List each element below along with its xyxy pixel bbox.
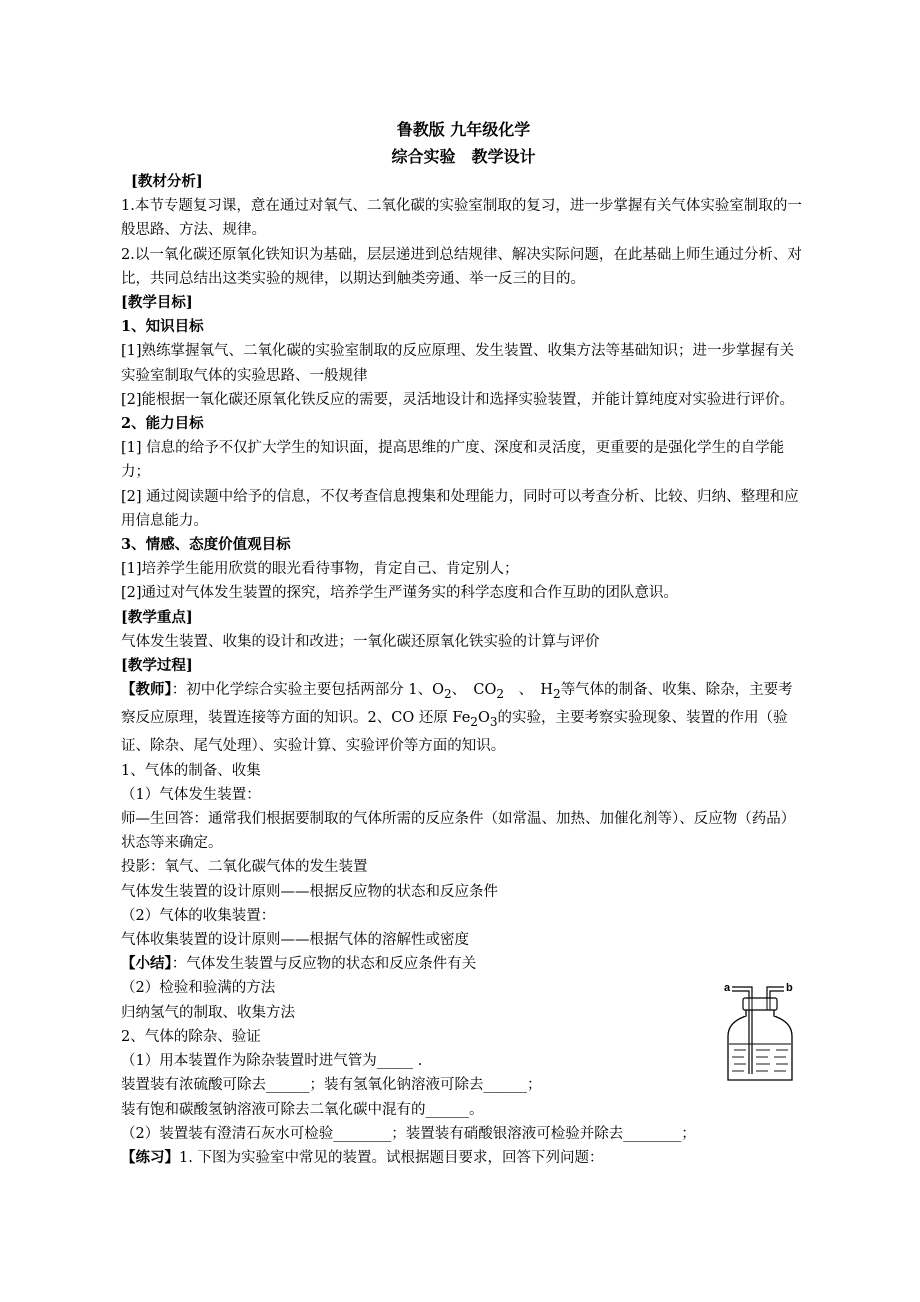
process-line-5: 气体发生装置的设计原则——根据反应物的状态和反应条件 (121, 883, 498, 900)
process-line-8: （2）检验和验满的方法 (121, 980, 276, 997)
summary-label: 【小结】 (121, 955, 172, 973)
goal-ability-1: [1] 信息的给予不仅扩大学生的知识面，提高思维的广度、深度和灵活度，更重要的是强化学生的自学能力； (121, 440, 785, 481)
goal-ability-2: [2] 通过阅读题中给予的信息，不仅考查信息搜集和处理能力，同时可以考查分析、比较、归纳、整理和应用信息能力。 (121, 488, 799, 529)
goal-heading-ability: 2、能力目标 (121, 415, 204, 433)
process-line-13: 装有饱和碳酸氢钠溶液可除去二氧化碳中混有的______。 (121, 1101, 484, 1118)
process-line-7: 气体收集装置的设计原则——根据气体的溶解性或密度 (121, 932, 469, 949)
section-heading-process: [教学过程] (121, 657, 193, 675)
teacher-label: 【教师】 (121, 681, 172, 699)
process-line-11: （1）用本装置作为除杂装置时进气管为_____ . (121, 1053, 423, 1070)
section-heading-goals: [教学目标] (121, 294, 193, 312)
goal-knowledge-2: [2]能根据一氧化碳还原氧化铁反应的需要，灵活地设计和选择实验装置，并能计算纯度对实验进行评价。 (121, 391, 795, 408)
page-subtitle: 综合实验 教学设计 (391, 147, 536, 166)
goal-attitude-1: [1]培养学生能用欣赏的眼光看待事物，肯定自己、肯定别人； (121, 561, 519, 578)
tube-label-a: a (724, 982, 731, 994)
summary-paragraph: 【小结】：气体发生装置与反应物的状态和反应条件有关 (121, 955, 477, 973)
material-paragraph-1: 1.本节专题复习课，意在通过对氧气、二氧化碳的实验室制取的复习，进一步掌握有关气体实验室制取的一般思路、方法、规律。 (121, 198, 802, 239)
material-paragraph-2: 2.以一氧化碳还原氧化铁知识为基础，层层递进到总结规律、解决实际问题，在此基础上师生通过分析、对比，共同总结出这类实验的规律，以期达到触类旁通、举一反三的目的。 (121, 246, 802, 287)
gas-washing-bottle-diagram (722, 978, 798, 1084)
process-line-9: 归纳氢气的制取、收集方法 (121, 1004, 295, 1021)
goal-heading-knowledge: 1、知识目标 (121, 318, 204, 336)
key-points-text: 气体发生装置、收集的设计和改进；一氧化碳还原氧化铁实验的计算与评价 (121, 633, 600, 650)
process-line-10: 2、气体的除杂、验证 (121, 1028, 261, 1045)
practice-paragraph: 【练习】1. 下图为实验室中常见的装置。试根据题目要求，回答下列问题： (121, 1148, 604, 1166)
process-line-3: 师—生回答：通常我们根据要制取的气体所需的反应条件（如常温、加热、加催化剂等）、反应物（药品）状态等来确定。 (121, 811, 796, 852)
tube-label-b: b (786, 982, 793, 994)
process-line-14: （2）装置装有澄清石灰水可检验________；装置装有硝酸银溶液可检验并除去________； (121, 1125, 696, 1142)
section-heading-key-points: [教学重点] (121, 608, 193, 626)
process-line-1: 1、气体的制备、收集 (121, 762, 261, 779)
process-line-6: （2）气体的收集装置： (121, 907, 276, 924)
page-title: 鲁教版 九年级化学 (396, 120, 531, 139)
goal-knowledge-1: [1]熟练掌握氧气、二氧化碳的实验室制取的反应原理、发生装置、收集方法等基础知识；进一步掌握有关实验室制取气体的实验思路、一般规律 (121, 343, 795, 384)
section-heading-material: [教材分析] (131, 173, 203, 190)
document-body (121, 116, 806, 1170)
practice-label: 【练习】 (121, 1148, 179, 1166)
process-line-12: 装置装有浓硫酸可除去______；装有氢氧化钠溶液可除去______； (121, 1077, 542, 1094)
process-line-2: （1）气体发生装置： (121, 786, 261, 803)
goal-heading-attitude: 3、情感、态度价值观目标 (121, 536, 291, 554)
teacher-paragraph: 【教师】：初中化学综合实验主要包括两部分 1、$O_2$、 $CO_2$ 、 $H_2$等气体的制备、收集、除杂，主要考察反应原理，装置连接等方面的知识。2、CO 还原 $Fe_2O_3$的实验，主要考察实验现象、装置的作用（验证、除杂、尾气处理）、实验计算、实验评价等方面的知识。 (121, 681, 793, 755)
goal-attitude-2: [2]通过对气体发生装置的探究，培养学生严谨务实的科学态度和合作互助的团队意识。 (121, 585, 679, 602)
process-line-4: 投影：氧气、二氧化碳气体的发生装置 (121, 859, 368, 876)
